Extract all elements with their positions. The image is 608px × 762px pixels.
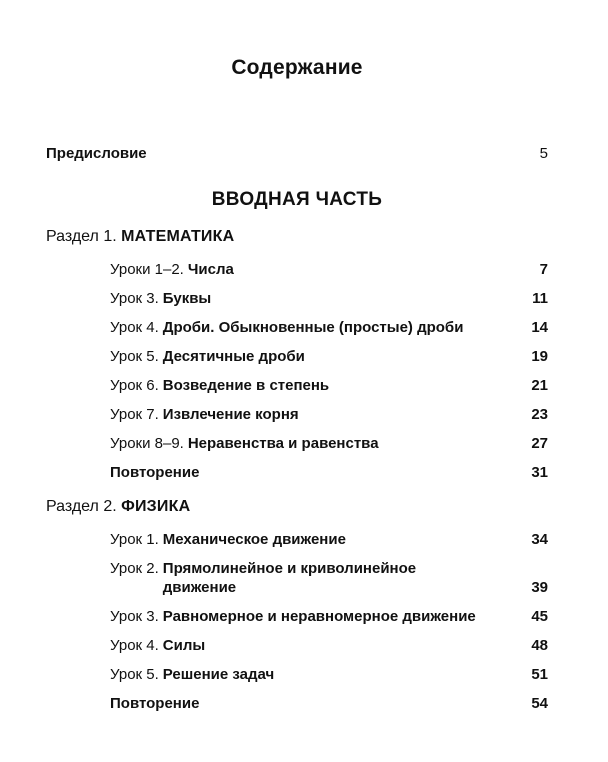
preface-page-number: 5: [539, 145, 548, 162]
entry-title: Десятичные дроби: [162, 348, 305, 365]
entry-prefix: Урок 4.: [110, 637, 159, 654]
entry-title: Повторение: [110, 695, 200, 712]
part-title: ВВОДНАЯ ЧАСТЬ: [211, 189, 383, 210]
entry-prefix: Урок 4.: [110, 319, 159, 336]
preface-row: [46, 144, 548, 164]
entry-page-number: 39: [531, 579, 548, 596]
entry-prefix: Урок 6.: [110, 377, 159, 394]
entry-page-number: 54: [531, 695, 548, 712]
entry-title: Механическое движение: [162, 531, 346, 548]
entry-title: Прямолинейное и криволинейное движение: [162, 560, 417, 596]
toc-section: [46, 496, 548, 713]
entry-title: Силы: [162, 637, 206, 654]
entry-title: Числа: [187, 261, 234, 278]
toc-entry: [110, 559, 548, 597]
toc-entry: [110, 376, 548, 395]
toc-entry: [110, 289, 548, 308]
entry-title: Равномерное и неравномерное движение: [162, 608, 476, 625]
toc-entry: [110, 434, 548, 453]
toc-content: [0, 54, 608, 713]
toc-entry: [110, 694, 548, 713]
entry-title: Буквы: [162, 290, 212, 307]
entry-title: Неравенства и равенства: [187, 435, 379, 452]
entry-page-number: 27: [531, 435, 548, 452]
toc-section: [46, 226, 548, 482]
section-heading: [46, 496, 548, 518]
entry-prefix: Урок 3.: [110, 608, 159, 625]
entry-page-number: 14: [531, 319, 548, 336]
entry-page-number: 11: [532, 290, 548, 307]
entry-page-number: 45: [531, 608, 548, 625]
entry-title: Возведение в степень: [162, 377, 330, 394]
page-title: Содержание: [231, 56, 363, 79]
entry-title: Извлечение корня: [162, 406, 299, 423]
section-prefix: Раздел 2.: [46, 498, 117, 515]
preface-label: Предисловие: [46, 145, 147, 162]
entry-page-number: 31: [531, 464, 548, 481]
toc-entry: [110, 607, 548, 626]
section-entries: [46, 260, 548, 482]
entry-prefix: Урок 3.: [110, 290, 159, 307]
section-title: ФИЗИКА: [121, 498, 191, 515]
entry-prefix: Урок 5.: [110, 348, 159, 365]
toc-entry: [110, 260, 548, 279]
section-entries: [46, 530, 548, 713]
entry-title: Решение задач: [162, 666, 275, 683]
entry-prefix: Урок 5.: [110, 666, 159, 683]
entry-page-number: 34: [531, 531, 548, 548]
entry-prefix: Урок 1.: [110, 531, 159, 548]
entry-page-number: 23: [531, 406, 548, 423]
entry-title: Дроби. Обыкновенные (простые) дроби: [162, 319, 464, 336]
entry-prefix: Урок 2.: [110, 560, 159, 577]
entry-title: Повторение: [110, 464, 200, 481]
toc-entry: [110, 530, 548, 549]
entry-page-number: 21: [531, 377, 548, 394]
section-title: МАТЕМАТИКА: [121, 228, 235, 245]
entry-prefix: Уроки 8–9.: [110, 435, 184, 452]
toc-entry: [110, 463, 548, 482]
toc-entry: [110, 347, 548, 366]
entry-page-number: 19: [531, 348, 548, 365]
entry-page-number: 51: [531, 666, 548, 683]
toc-entry: [110, 636, 548, 655]
sections-container: [46, 226, 548, 713]
toc-entry: [110, 318, 548, 337]
entry-prefix: Урок 7.: [110, 406, 159, 423]
section-heading: [46, 226, 548, 248]
toc-entry: [110, 665, 548, 684]
entry-prefix: Уроки 1–2.: [110, 261, 184, 278]
toc-entry: [110, 405, 548, 424]
entry-page-number: 48: [531, 637, 548, 654]
entry-page-number: 7: [539, 261, 548, 278]
section-prefix: Раздел 1.: [46, 228, 117, 245]
